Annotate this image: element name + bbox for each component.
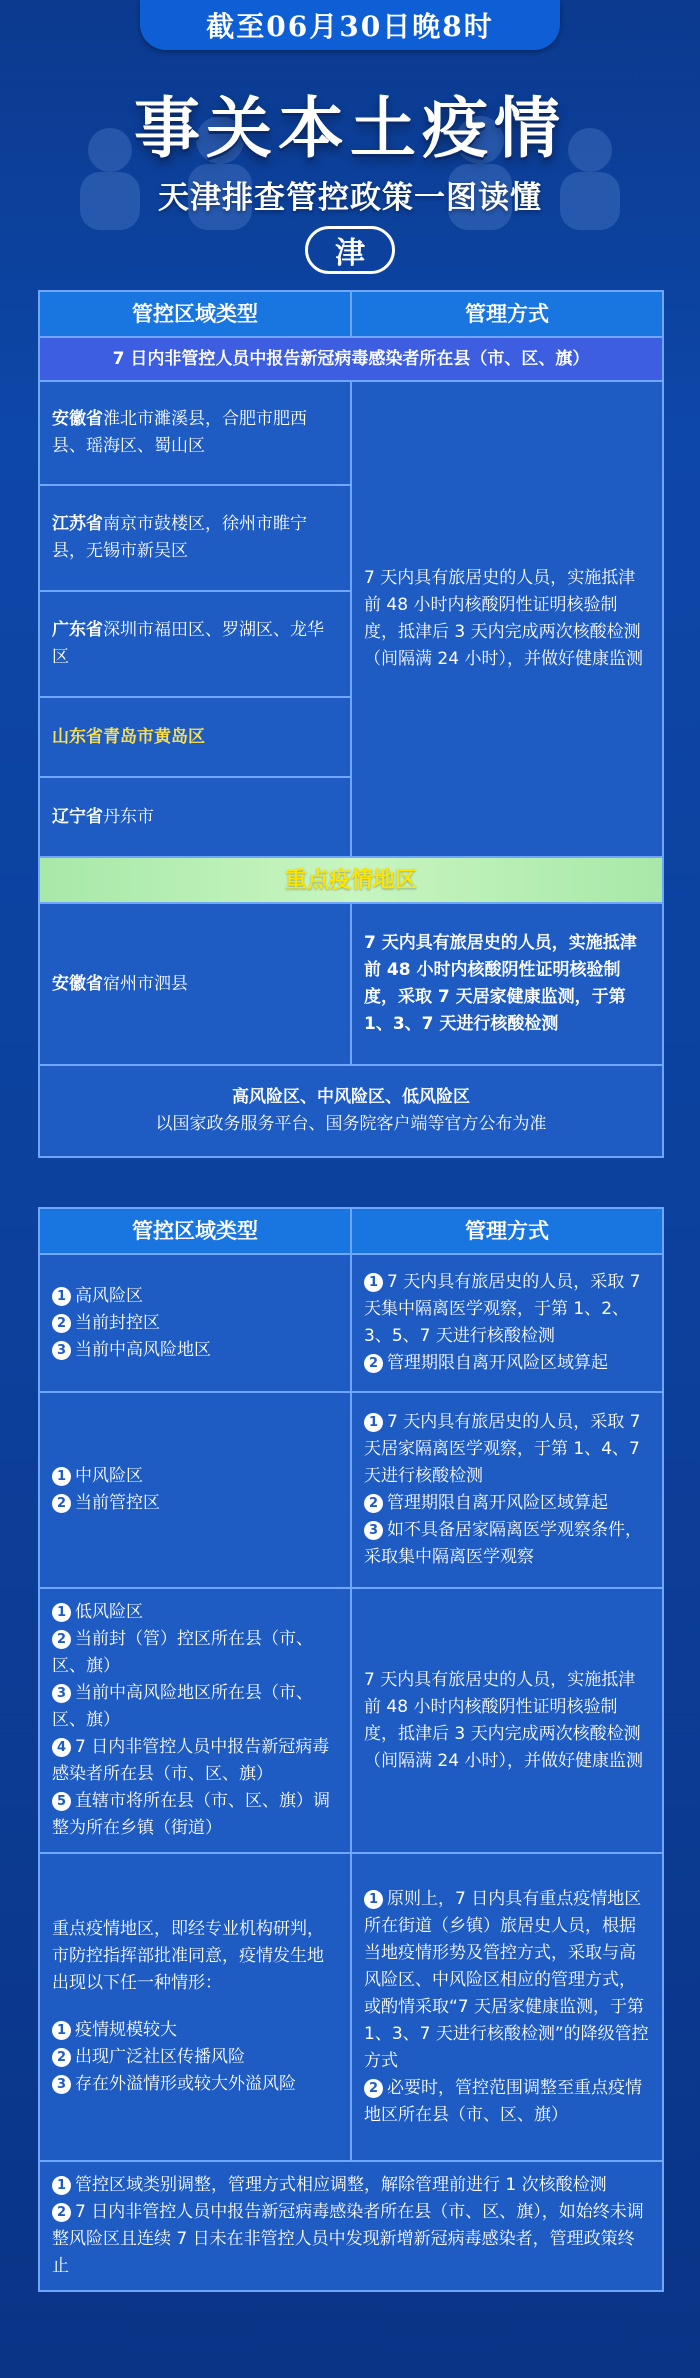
col-header-method: 管理方式 bbox=[351, 291, 663, 337]
number-badge: 3 bbox=[52, 1684, 71, 1703]
col-header-type: 管控区域类型 bbox=[39, 1208, 351, 1254]
number-badge: 1 bbox=[52, 1287, 71, 1306]
table-row bbox=[39, 381, 663, 485]
key-area-region-cell bbox=[39, 903, 351, 1065]
key-area-header-row bbox=[39, 857, 663, 903]
date-banner: 截至06月30日晚8时 bbox=[140, 0, 560, 50]
col-header-type: 管控区域类型 bbox=[39, 291, 351, 337]
list-item: 1 疫情规模较大 bbox=[52, 2017, 338, 2044]
region-detail: 南京市鼓楼区，徐州市睢宁县，无锡市新吴区 bbox=[52, 514, 307, 561]
list-item: 1 原则上，7 日内具有重点疫情地区所在街道（乡镇）旅居史人员，根据当地疫情形势及管控方式，采取与高风险区、中风险区相应的管理方式，或酌情采取“7 天居家健康监测，于第 1、3、7 天进行核酸检测”的降级管控方式 bbox=[364, 1888, 649, 2071]
number-badge: 1 bbox=[364, 1413, 383, 1432]
region-detail: 淮北市濉溪县，合肥市肥西县、瑶海区、蜀山区 bbox=[52, 409, 307, 456]
list-item: 3 如不具备居家隔离医学观察条件，采取集中隔离医学观察 bbox=[364, 1520, 642, 1567]
region-cell bbox=[39, 381, 351, 485]
number-badge: 1 bbox=[52, 2021, 71, 2040]
main-title: 事关本土疫情 bbox=[134, 90, 566, 167]
number-badge: 1 bbox=[364, 1273, 383, 1292]
intro-text: 重点疫情地区，即经专业机构研判，市防控指挥部批准同意，疫情发生地出现以下任一种情形： bbox=[52, 1919, 324, 1993]
number-badge: 5 bbox=[52, 1792, 71, 1811]
policy-table-2 bbox=[38, 1207, 664, 2292]
region-detail: 深圳市福田区、罗湖区、龙华区 bbox=[52, 620, 324, 667]
list-item: 3 存在外溢情形或较大外溢风险 bbox=[52, 2071, 338, 2098]
list-item: 2 7 日内非管控人员中报告新冠病毒感染者所在县（市、区、旗），如始终未调整风险区且连续 7 日未在非管控人员中发现新增新冠病毒感染者，管理政策终止 bbox=[52, 2202, 644, 2276]
footer-row bbox=[39, 2161, 663, 2291]
list-item: 2 当前封（管）控区所在县（市、区、旗） bbox=[52, 1629, 313, 1676]
number-badge: 2 bbox=[364, 2079, 383, 2098]
region-cell bbox=[39, 591, 351, 697]
method-cell bbox=[351, 1254, 663, 1392]
list-item: 1 管控区域类别调整，管理方式相应调整，解除管理前进行 1 次核酸检测 bbox=[52, 2172, 650, 2199]
number-badge: 1 bbox=[52, 1467, 71, 1486]
region-province: 广东省 bbox=[52, 620, 103, 640]
table1-sub-header-row bbox=[39, 337, 663, 381]
table2-header-row bbox=[39, 1208, 663, 1254]
number-badge: 3 bbox=[364, 1521, 383, 1540]
list-item: 2 出现广泛社区传播风险 bbox=[52, 2044, 338, 2071]
risk-line-2: 以国家政务服务平台、国务院客户端等官方公布为准 bbox=[155, 1114, 547, 1134]
region-cell bbox=[39, 485, 351, 591]
method-cell bbox=[351, 1853, 663, 2161]
list-item: 5 直辖市将所在县（市、区、旗）调整为所在乡镇（街道） bbox=[52, 1791, 330, 1838]
number-badge: 2 bbox=[364, 1354, 383, 1373]
footer-notes bbox=[39, 2161, 663, 2291]
number-badge: 2 bbox=[52, 1630, 71, 1649]
region-detail: 青岛市黄岛区 bbox=[103, 726, 205, 747]
number-badge: 4 bbox=[52, 1738, 71, 1757]
region-province: 辽宁省 bbox=[52, 806, 103, 827]
table-row bbox=[39, 1254, 663, 1392]
number-badge: 2 bbox=[52, 2203, 71, 2222]
list-item: 2 当前封控区 bbox=[52, 1310, 338, 1337]
number-badge: 2 bbox=[52, 2048, 71, 2067]
list-item: 1 7 天内具有旅居史的人员，采取 7 天集中隔离医学观察，于第 1、2、3、5、7 天进行核酸检测 bbox=[364, 1272, 641, 1346]
tianjin-logo bbox=[305, 226, 395, 274]
region-province: 安徽省 bbox=[52, 973, 103, 994]
region-province: 山东省 bbox=[52, 726, 103, 747]
list-item: 1 7 天内具有旅居史的人员，采取 7 天居家隔离医学观察，于第 1、4、7 天进行核酸检测 bbox=[364, 1412, 641, 1486]
region-province: 江苏省 bbox=[52, 514, 103, 534]
list-item: 4 7 日内非管控人员中报告新冠病毒感染者所在县（市、区、旗） bbox=[52, 1737, 330, 1784]
region-province: 安徽省 bbox=[52, 409, 103, 429]
number-badge: 2 bbox=[52, 1314, 71, 1333]
type-cell bbox=[39, 1392, 351, 1588]
table-row bbox=[39, 1588, 663, 1853]
region-detail: 宿州市泗县 bbox=[103, 973, 188, 994]
number-badge: 3 bbox=[52, 1341, 71, 1360]
regions-method-cell: 7 天内具有旅居史的人员，实施抵津前 48 小时内核酸阴性证明核验制度，抵津后 3 天内完成两次核酸检测（间隔满 24 小时），并做好健康监测 bbox=[351, 381, 663, 857]
sub-title: 天津排查管控政策一图读懂 bbox=[158, 180, 542, 216]
sub-header: 7 日内非管控人员中报告新冠病毒感染者所在县（市、区、旗） bbox=[39, 337, 663, 381]
type-cell bbox=[39, 1588, 351, 1853]
list-item: 3 当前中高风险地区 bbox=[52, 1337, 338, 1364]
table-row bbox=[39, 1392, 663, 1588]
policy-table-1 bbox=[38, 290, 664, 1158]
method-cell: 7 天内具有旅居史的人员，实施抵津前 48 小时内核酸阴性证明核验制度，抵津后 3 天内完成两次核酸检测（间隔满 24 小时），并做好健康监测 bbox=[351, 1588, 663, 1853]
list-item: 2 必要时，管控范围调整至重点疫情地区所在县（市、区、旗） bbox=[364, 2077, 642, 2125]
list-item: 1 中风险区 bbox=[52, 1463, 338, 1490]
header bbox=[0, 0, 700, 290]
list-item: 2 管理期限自离开风险区域算起 bbox=[364, 1350, 650, 1377]
logo-text: 津 bbox=[335, 236, 365, 271]
list-item: 1 高风险区 bbox=[52, 1283, 338, 1310]
list-item: 2 当前管控区 bbox=[52, 1490, 338, 1517]
number-badge: 2 bbox=[364, 1494, 383, 1513]
region-cell bbox=[39, 777, 351, 857]
number-badge: 2 bbox=[52, 1494, 71, 1513]
method-cell bbox=[351, 1392, 663, 1588]
list-item: 1 低风险区 bbox=[52, 1599, 338, 1626]
list-item: 2 管理期限自离开风险区域算起 bbox=[364, 1490, 650, 1517]
key-area-title: 重点疫情地区 bbox=[39, 857, 663, 903]
col-header-method: 管理方式 bbox=[351, 1208, 663, 1254]
table-row bbox=[39, 903, 663, 1065]
region-cell-highlight bbox=[39, 697, 351, 777]
risk-note-cell bbox=[39, 1065, 663, 1157]
key-area-method-cell: 7 天内具有旅居史的人员，实施抵津前 48 小时内核酸阴性证明核验制度，采取 7 天居家健康监测，于第 1、3、7 天进行核酸检测 bbox=[351, 903, 663, 1065]
number-badge: 1 bbox=[52, 2176, 71, 2195]
region-detail: 丹东市 bbox=[103, 806, 154, 827]
number-badge: 1 bbox=[364, 1890, 383, 1909]
list-item: 3 当前中高风险地区所在县（市、区、旗） bbox=[52, 1683, 313, 1730]
number-badge: 1 bbox=[52, 1603, 71, 1622]
risk-line-1: 高风险区、中风险区、低风险区 bbox=[232, 1087, 470, 1107]
number-badge: 3 bbox=[52, 2075, 71, 2094]
type-cell bbox=[39, 1254, 351, 1392]
type-cell bbox=[39, 1853, 351, 2161]
table-row bbox=[39, 1853, 663, 2161]
table1-header-row bbox=[39, 291, 663, 337]
risk-row bbox=[39, 1065, 663, 1157]
